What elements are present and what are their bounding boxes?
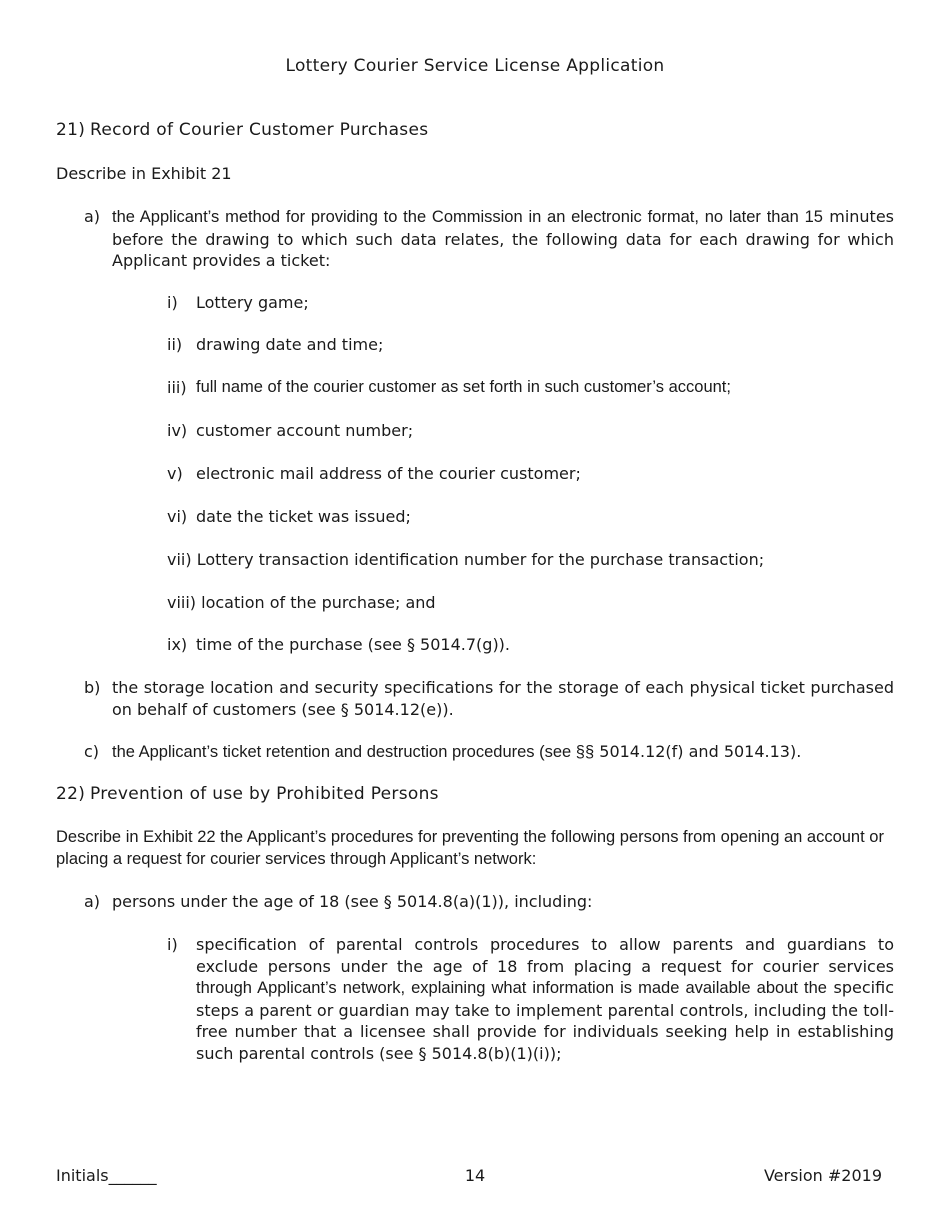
list-item-text: electronic mail address of the courier customer; bbox=[196, 464, 581, 483]
page-title: Lottery Courier Service License Application bbox=[285, 56, 665, 76]
page-number: 14 bbox=[464, 1166, 486, 1185]
list-item-text-part2: through Applicant’s network, explaining what information is made available about the bbox=[196, 979, 827, 997]
item-text-part1: the Applicant’s ticket retention and destruction procedures (see §§ bbox=[112, 743, 595, 761]
list-marker: i) bbox=[167, 935, 178, 954]
section-21-item-b bbox=[84, 677, 894, 720]
list-marker: v) bbox=[167, 464, 183, 483]
list-marker: iii) bbox=[167, 378, 187, 397]
list-item bbox=[167, 420, 894, 442]
list-marker: b) bbox=[84, 678, 101, 697]
list-item-text: date the ticket was issued; bbox=[196, 507, 411, 526]
list-marker: i) bbox=[167, 293, 178, 312]
section-title: Record of Courier Customer Purchases bbox=[90, 120, 429, 140]
section-number: 22) bbox=[56, 784, 86, 804]
section-21-item-a bbox=[84, 206, 894, 272]
list-item bbox=[167, 506, 894, 528]
list-marker: c) bbox=[84, 742, 100, 761]
section-22-heading bbox=[56, 784, 439, 804]
list-item-text: full name of the courier customer as set forth in such customer’s account; bbox=[196, 378, 731, 396]
list-item-text-part3: specific steps a parent or guardian may take to implement parental controls, including the toll-free number that a licensee shall provide for individuals seeking help in establishing such parental controls (see § 5014.8(b)(1)(i)); bbox=[196, 978, 894, 1063]
section-21-intro: Describe in Exhibit 21 bbox=[56, 164, 232, 183]
list-marker: viii) bbox=[167, 593, 197, 612]
list-item bbox=[167, 377, 894, 399]
section-21-heading bbox=[56, 120, 428, 140]
list-item-text: Lottery transaction identification number for the purchase transaction; bbox=[196, 550, 765, 569]
list-item-text-part1: specification of parental controls procedures to allow parents and guardians to exclude persons under the age of 18 from placing a request for courier services bbox=[196, 935, 894, 976]
list-marker: ix) bbox=[167, 635, 188, 654]
item-text-part2: 5014.12(f) and 5014.13). bbox=[594, 742, 802, 761]
list-marker: a) bbox=[84, 892, 101, 911]
list-item bbox=[167, 634, 894, 656]
initials-field: Initials______ bbox=[56, 1166, 157, 1185]
list-item bbox=[167, 934, 894, 1064]
section-number: 21) bbox=[56, 120, 86, 140]
list-marker: ii) bbox=[167, 335, 183, 354]
list-item bbox=[167, 592, 894, 614]
list-marker: vii) bbox=[167, 550, 192, 569]
list-item-text: customer account number; bbox=[196, 421, 414, 440]
list-marker: iv) bbox=[167, 421, 188, 440]
list-marker: vi) bbox=[167, 507, 188, 526]
list-item bbox=[167, 463, 894, 485]
section-21-item-c bbox=[84, 741, 894, 764]
list-item-text: Lottery game; bbox=[196, 293, 309, 312]
list-item-text: time of the purchase (see § 5014.7(g)). bbox=[196, 635, 511, 654]
list-item bbox=[167, 292, 894, 314]
version-label: Version #2019 bbox=[763, 1166, 882, 1185]
section-title: Prevention of use by Prohibited Persons bbox=[90, 784, 439, 804]
item-text: the storage location and security specifications for the storage of each physical ticket purchased on behalf of customers (see § 5014.12(e)). bbox=[112, 678, 894, 719]
list-item-text: drawing date and time; bbox=[196, 335, 384, 354]
list-item bbox=[167, 549, 894, 571]
list-marker: a) bbox=[84, 207, 101, 226]
section-22-intro: Describe in Exhibit 22 the Applicant’s procedures for preventing the following persons from opening an account or placing a request for courier services through Applicant’s network: bbox=[56, 828, 884, 868]
list-item bbox=[167, 334, 894, 356]
list-item-text: location of the purchase; and bbox=[201, 593, 436, 612]
item-text: persons under the age of 18 (see § 5014.8(a)(1)), including: bbox=[112, 892, 593, 911]
item-text-part1: the Applicant’s method for providing to the Commission in an electronic format, no later than 15 bbox=[112, 208, 823, 226]
item-text-part2: minutes before the drawing to which such data relates, the following data for each drawing for which Applicant provides a ticket: bbox=[112, 207, 894, 270]
section-22-item-a bbox=[84, 891, 894, 913]
